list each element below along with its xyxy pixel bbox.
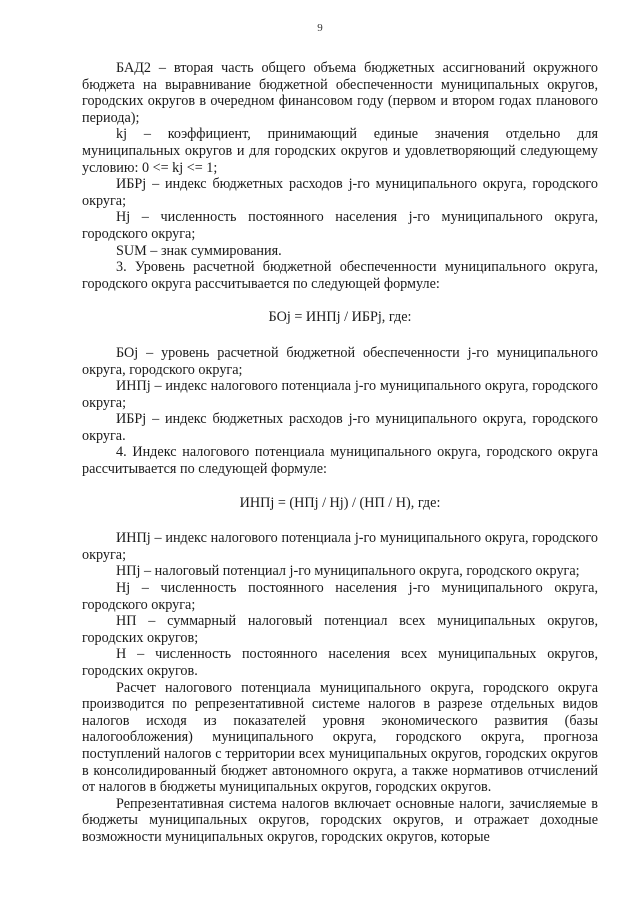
formula-inpj: ИНПj = (НПj / Hj) / (НП / Н), где: xyxy=(239,494,441,511)
paragraph-npj-definition: НПj – налоговый потенциал j-го муниципального округа, городского округа; xyxy=(116,563,580,580)
paragraph-section-4: 4. Индекс налогового потенциала муниципального округа, городского округа рассчитывается по следующей формуле: xyxy=(82,444,598,478)
paragraph-hj-definition-2: Hj – численность постоянного населения j-го муниципального округа, городского округа; xyxy=(82,580,598,613)
paragraph-boj-definition: БОj – уровень расчетной бюджетной обеспеченности j-го муниципального округа, городского округа; xyxy=(82,344,598,378)
paragraph-bad2-definition: БАД2 – вторая часть общего объема бюджетных ассигнований окружного бюджета на выравнивание бюджетной обеспеченности муниципальных округов, городских округов в очередном финансовом году (первом и втором годах планового периода); xyxy=(82,60,598,126)
paragraph-n-definition: Н – численность постоянного населения всех муниципальных округов, городских округов. xyxy=(82,646,598,679)
paragraph-np-definition: НП – суммарный налоговый потенциал всех муниципальных округов, городских округов; xyxy=(82,613,598,646)
spacer xyxy=(82,292,598,309)
paragraph-ibrj-definition-2: ИБРj – индекс бюджетных расходов j-го муниципального округа, городского округа. xyxy=(82,411,598,444)
page-number: 9 xyxy=(317,22,323,34)
spacer xyxy=(82,511,598,530)
paragraph-section-3: 3. Уровень расчетной бюджетной обеспеченности муниципального округа, городского округа рассчитывается по следующей формуле: xyxy=(82,259,598,292)
spacer xyxy=(82,478,598,495)
paragraph-kj-definition: kj – коэффициент, принимающий единые значения отдельно для муниципальных округов и для городских округов и удовлетворяющий следующему условию: 0 <= kj <= 1; xyxy=(82,126,598,176)
paragraph-ibrj-definition: ИБРj – индекс бюджетных расходов j-го муниципального округа, городского округа; xyxy=(82,176,598,209)
paragraph-sum-definition: SUM – знак суммирования. xyxy=(116,242,282,259)
paragraph-inpj-definition-2: ИНПj – индекс налогового потенциала j-го муниципального округа, городского округа; xyxy=(82,530,598,563)
document-body xyxy=(82,60,598,846)
spacer xyxy=(82,326,598,345)
paragraph-representative-tax-system: Репрезентативная система налогов включает основные налоги, зачисляемые в бюджеты муниципальных округов, городских округов, и отражает доходные возможности муниципальных округов, городских округов, которые xyxy=(82,795,598,845)
paragraph-tax-potential-calculation: Расчет налогового потенциала муниципального округа, городского округа производится по репрезентативной системе налогов в разрезе отдельных видов налогов исходя из показателей уровня экономического развития (базы налогообложения) муниципального округа, городского округа, прогноза поступлений налогов с территории всех муниципальных округов, городских округов в консолидированный бюджет автономного округа, а также нормативов отчислений от налогов в бюджеты муниципальных округов, городских округов. xyxy=(82,679,598,796)
paragraph-inpj-definition: ИНПj – индекс налогового потенциала j-го муниципального округа, городского округа; xyxy=(82,378,598,411)
paragraph-hj-definition: Hj – численность постоянного населения j-го муниципального округа, городского округа; xyxy=(82,209,598,242)
formula-boj: БОj = ИНПj / ИБРj, где: xyxy=(268,309,412,326)
